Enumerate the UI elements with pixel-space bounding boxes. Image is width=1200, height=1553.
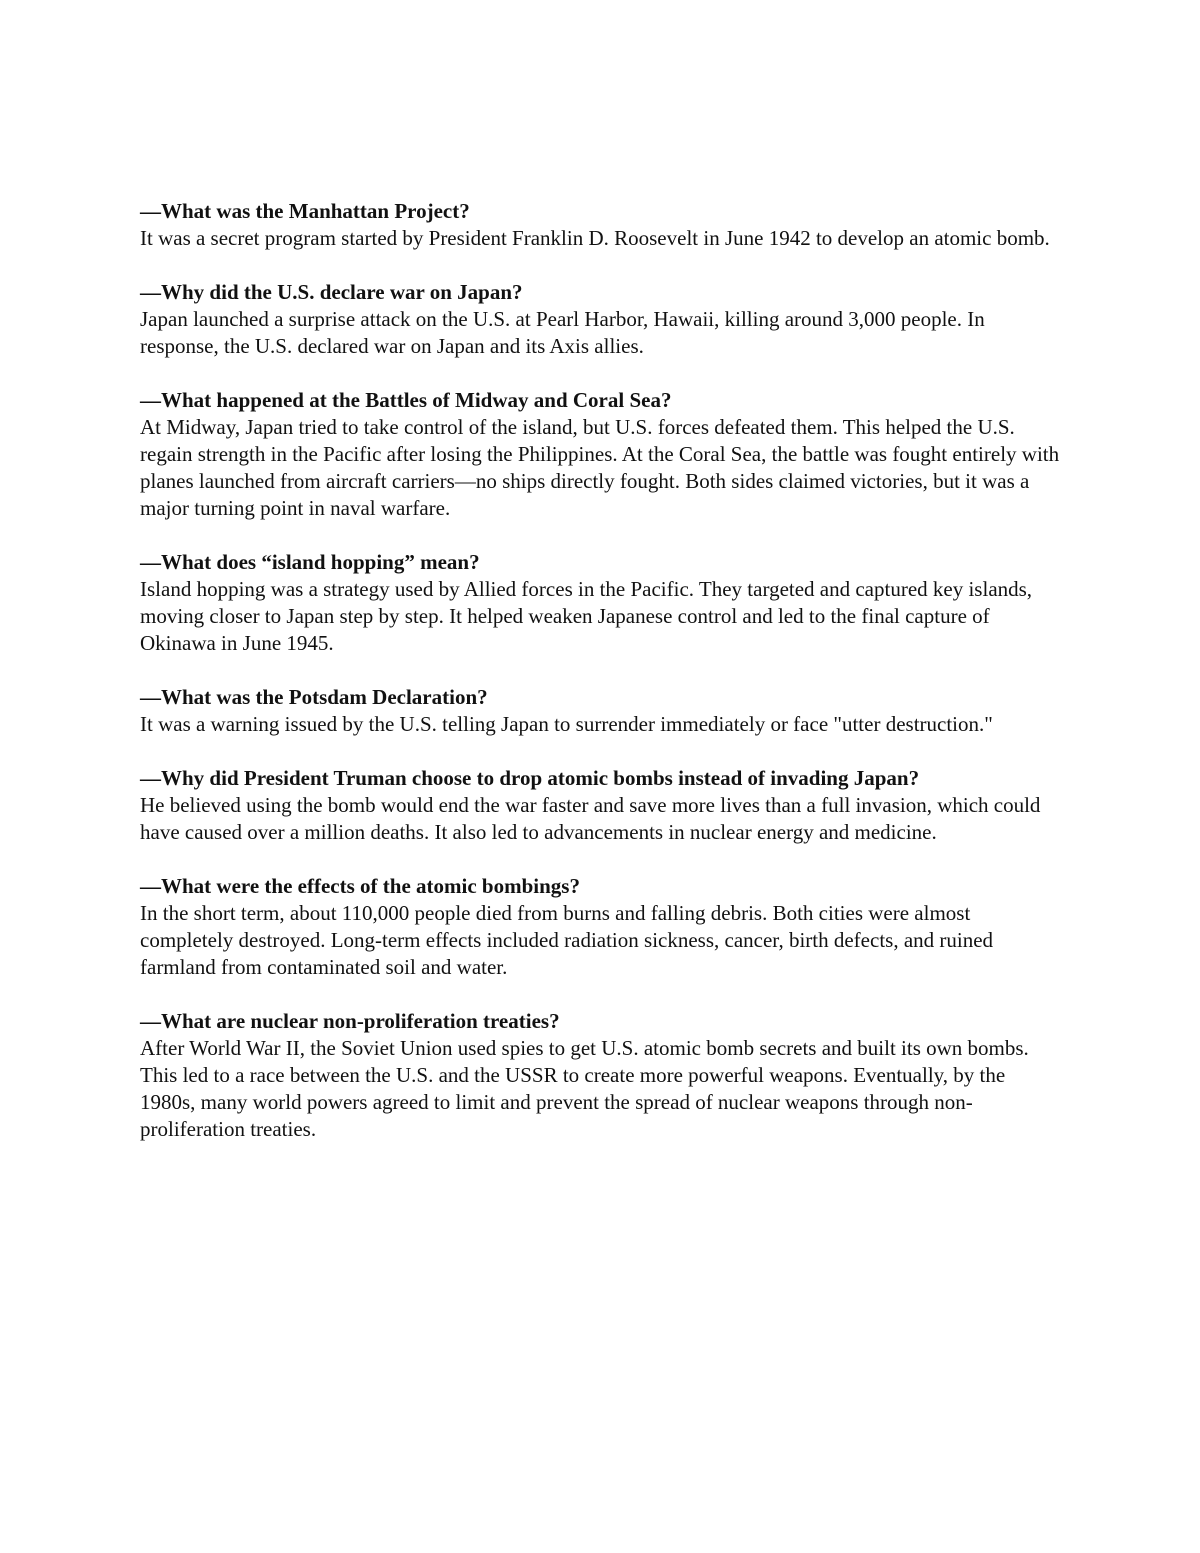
question-heading: —What are nuclear non-proliferation treaties? [140, 1009, 560, 1033]
answer-paragraph: After World War II, the Soviet Union used spies to get U.S. atomic bomb secrets and built its own bombs. This led to a race between the U.S. and the USSR to create more powerful weapons. Eventually, by the 1980s, many world powers agreed to limit and prevent the spread of nuclear weapons through non-proliferation treaties. [140, 1036, 1029, 1141]
question-heading: —What happened at the Battles of Midway and Coral Sea? [140, 388, 672, 412]
question-heading: —What does “island hopping” mean? [140, 550, 480, 574]
answer-paragraph: At Midway, Japan tried to take control of the island, but U.S. forces defeated them. This helped the U.S. regain strength in the Pacific after losing the Philippines. At the Coral Sea, the battle was fought entirely with planes launched from aircraft carriers—no ships directly fought. Both sides claimed victories, but it was a major turning point in naval warfare. [140, 415, 1060, 520]
question-heading: —What was the Manhattan Project? [140, 199, 470, 223]
question-heading: —Why did President Truman choose to drop atomic bombs instead of invading Japan? [140, 766, 920, 790]
answer-paragraph: Japan launched a surprise attack on the U.S. at Pearl Harbor, Hawaii, killing around 3,000 people. In response, the U.S. declared war on Japan and its Axis allies. [140, 307, 985, 358]
qa-midway-coral-sea [140, 387, 1065, 522]
answer-paragraph: In the short term, about 110,000 people died from burns and falling debris. Both cities were almost completely destroyed. Long-term effects included radiation sickness, cancer, birth defects, and ruined farmland from contaminated soil and water. [140, 901, 994, 979]
qa-truman-decision [140, 765, 1065, 846]
qa-non-proliferation [140, 1008, 1065, 1143]
qa-potsdam-declaration [140, 684, 1065, 738]
question-heading: —What was the Potsdam Declaration? [140, 685, 488, 709]
answer-paragraph: He believed using the bomb would end the war faster and save more lives than a full invasion, which could have caused over a million deaths. It also led to advancements in nuclear energy and medicine. [140, 793, 1041, 844]
answer-paragraph: It was a warning issued by the U.S. telling Japan to surrender immediately or face "utter destruction." [140, 712, 993, 736]
question-heading: —Why did the U.S. declare war on Japan? [140, 280, 523, 304]
qa-bombing-effects [140, 873, 1065, 981]
qa-island-hopping [140, 549, 1065, 657]
answer-paragraph: Island hopping was a strategy used by Allied forces in the Pacific. They targeted and captured key islands, moving closer to Japan step by step. It helped weaken Japanese control and led to the final capture of Okinawa in June 1945. [140, 577, 1033, 655]
qa-war-on-japan [140, 279, 1065, 360]
qa-manhattan-project [140, 198, 1065, 252]
question-heading: —What were the effects of the atomic bombings? [140, 874, 580, 898]
document-page [140, 198, 1065, 1170]
answer-paragraph: It was a secret program started by President Franklin D. Roosevelt in June 1942 to develop an atomic bomb. [140, 226, 1050, 250]
